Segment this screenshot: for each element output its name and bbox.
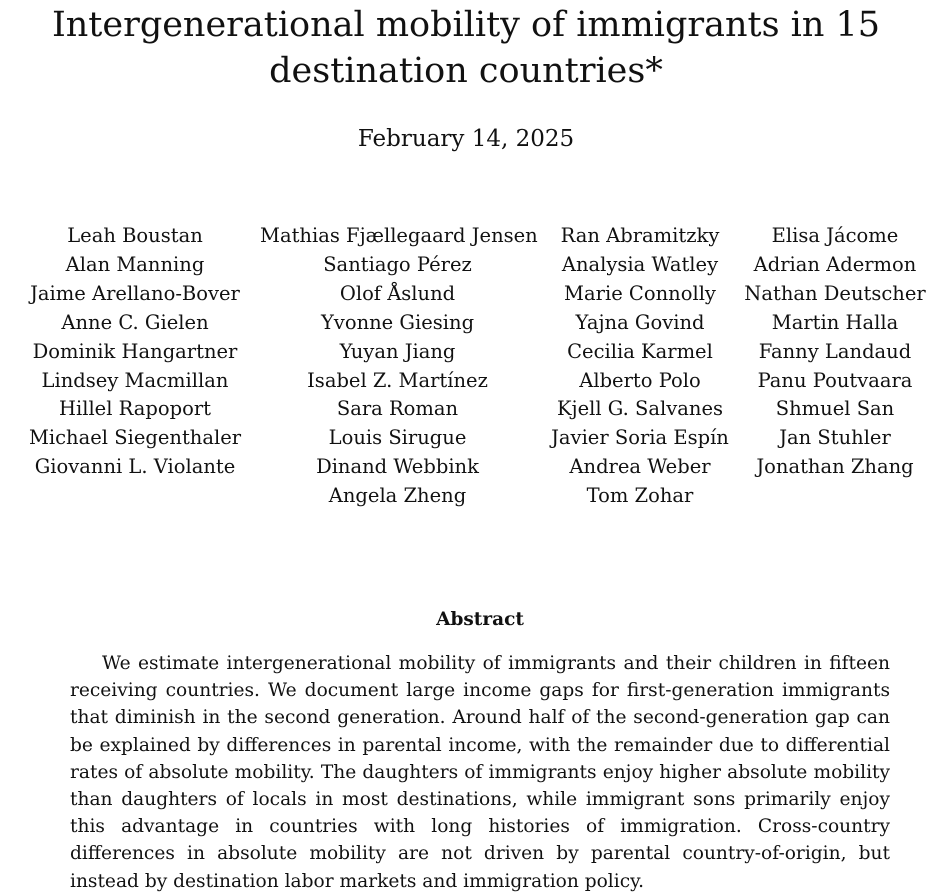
author-name: Hillel Rapoport bbox=[58, 397, 212, 421]
author-name: Angela Zheng bbox=[328, 484, 467, 508]
author-name: Yuyan Jiang bbox=[339, 339, 456, 363]
author-name: Marie Connolly bbox=[564, 281, 716, 305]
author-name: Mathias Fjællegaard Jensen bbox=[260, 224, 538, 247]
paper-date: February 14, 2025 bbox=[357, 126, 575, 152]
author-name: Kjell G. Salvanes bbox=[556, 397, 724, 421]
author-name: Nathan Deutscher bbox=[744, 281, 926, 305]
author-name: Sara Roman bbox=[336, 397, 459, 421]
author-name: Andrea Weber bbox=[569, 455, 711, 479]
author-name: Dominik Hangartner bbox=[32, 339, 238, 363]
author-name: Martin Halla bbox=[771, 310, 899, 334]
author-name: Alberto Polo bbox=[579, 368, 701, 392]
author-name: Ran Abramitzky bbox=[560, 224, 720, 247]
author-name: Panu Poutvaara bbox=[757, 368, 913, 392]
author-name: Dinand Webbink bbox=[316, 455, 479, 479]
author-name: Yvonne Giesing bbox=[320, 310, 475, 334]
author-name: Jonathan Zhang bbox=[756, 455, 914, 479]
author-name: Louis Sirugue bbox=[328, 426, 467, 450]
author-column-3 bbox=[540, 222, 740, 511]
paper-title: Intergenerational mobility of immigrants in 15 destination countries* bbox=[51, 5, 881, 91]
author-name: Alan Manning bbox=[65, 252, 205, 276]
abstract-text: We estimate intergenerational mobility of immigrants and their children in fifteen receiving countries. We document large income gaps for first-generation immigrants that diminish in the second generation. Around half of the second-generation gap can be explained by differences in parental income, with the remainder due to differential rates of absolute mobility. The daughters of immigrants enjoy higher absolute mobility than daughters of locals in most destinations, while immigrant sons primarily enjoy this advantage in countries with long histories of immigration. Cross-country differences in absolute mobility are not driven by parental country-of-origin, but instead by destination labor markets and immigration policy. bbox=[70, 653, 890, 892]
author-name: Giovanni L. Violante bbox=[34, 455, 236, 479]
author-name: Michael Siegenthaler bbox=[28, 426, 242, 450]
author-name: Elisa Jácome bbox=[771, 224, 899, 247]
author-name: Jaime Arellano-Bover bbox=[30, 281, 240, 305]
author-name: Yajna Govind bbox=[575, 310, 705, 334]
author-name: Javier Soria Espín bbox=[551, 426, 729, 450]
author-name: Fanny Landaud bbox=[758, 339, 912, 363]
author-column-1 bbox=[20, 222, 250, 482]
author-name: Tom Zohar bbox=[586, 484, 694, 508]
author-name: Cecilia Karmel bbox=[567, 339, 713, 363]
abstract-heading: Abstract bbox=[436, 609, 524, 630]
author-name: Olof Åslund bbox=[339, 281, 456, 305]
author-column-4 bbox=[742, 222, 928, 482]
author-name: Anne C. Gielen bbox=[61, 310, 209, 334]
author-column-2 bbox=[260, 222, 538, 511]
author-name: Isabel Z. Martínez bbox=[307, 368, 488, 392]
author-name: Lindsey Macmillan bbox=[41, 368, 229, 392]
author-name: Leah Boustan bbox=[67, 224, 203, 247]
author-name: Shmuel San bbox=[775, 397, 895, 421]
author-name: Analysia Watley bbox=[561, 252, 719, 276]
author-name: Adrian Adermon bbox=[753, 252, 917, 276]
author-name: Santiago Pérez bbox=[323, 252, 472, 276]
author-name: Jan Stuhler bbox=[779, 426, 891, 450]
